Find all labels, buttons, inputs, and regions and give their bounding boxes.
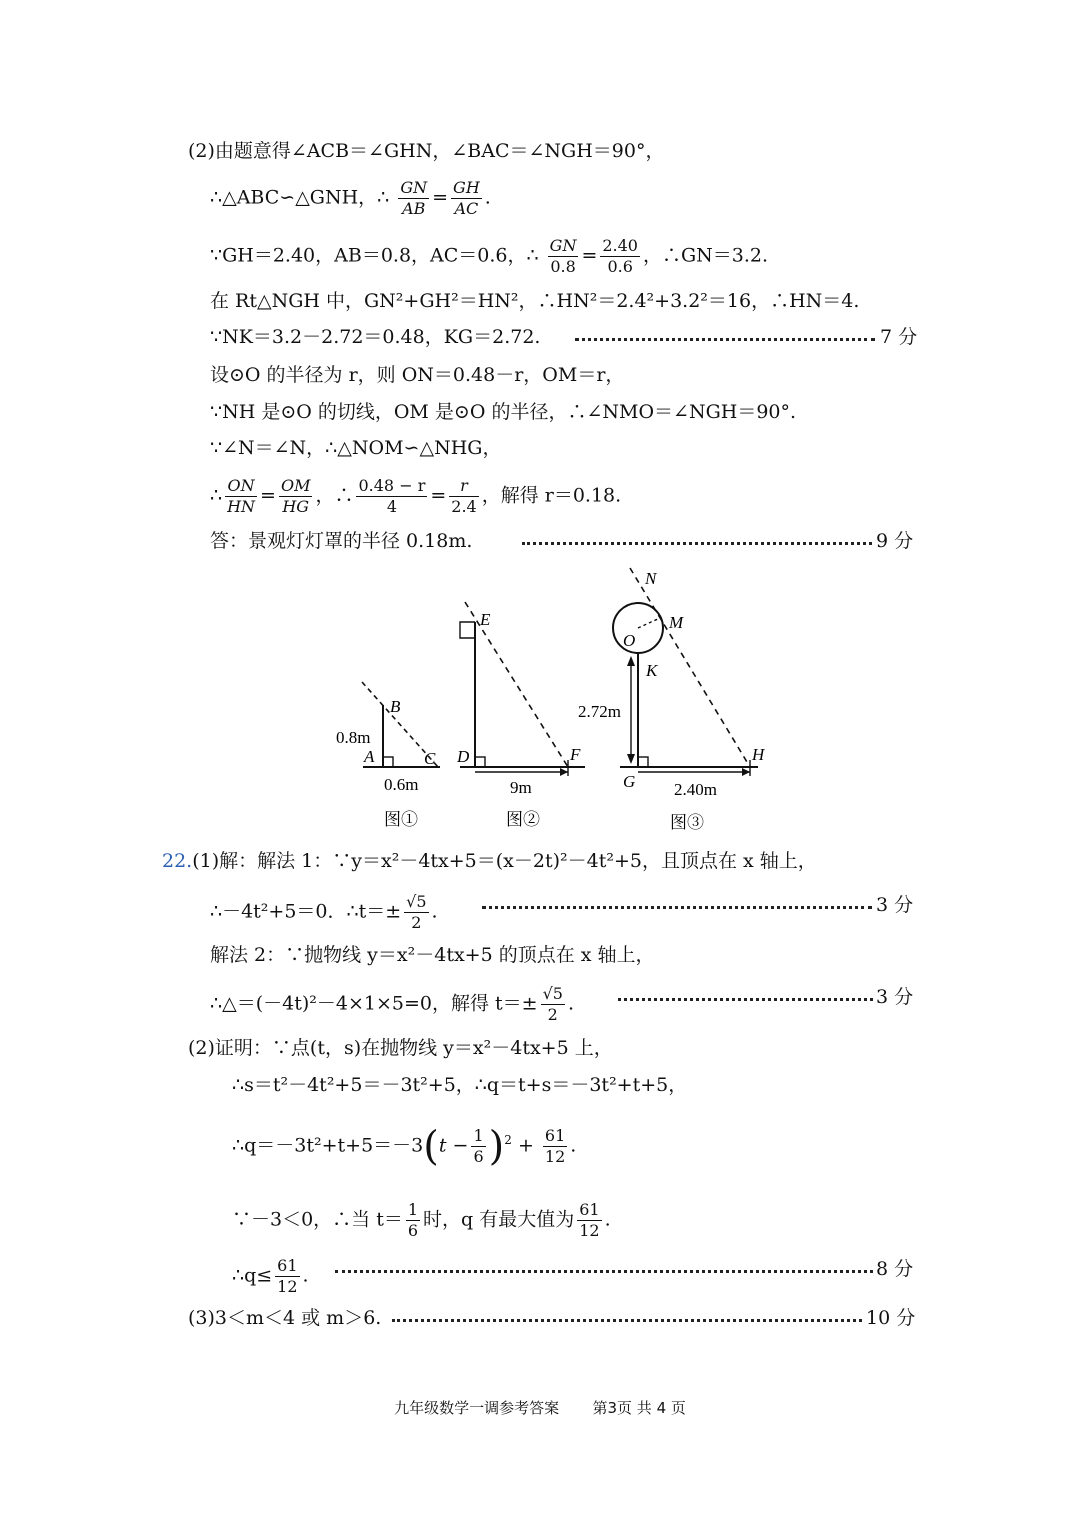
label-D: D [457, 747, 470, 766]
denominator: 6 [473, 1147, 484, 1166]
numerator: r [449, 476, 478, 497]
score-9: 9 分 [876, 530, 914, 552]
numerator: √5 [406, 892, 427, 911]
numerator: 0.48 − r [358, 476, 426, 495]
denominator: HG [282, 497, 310, 516]
fraction-61-12 [577, 1200, 601, 1241]
fraction-gn-08 [548, 236, 579, 277]
label-F: F [570, 745, 581, 764]
fraction-61-12 [275, 1256, 299, 1297]
denominator: 2 [547, 1005, 558, 1024]
q21-line-3-text: ∵GH＝2.40，AB＝0.8，AC＝0.6，∴ [210, 244, 539, 267]
fraction-sqrt5-2 [541, 984, 565, 1025]
q22-line-2: ∴－4t²+5＝0．∴t＝± $\frac{√5}{2}$ . [210, 892, 438, 932]
dotted-leader [335, 1270, 873, 1273]
q21-line-7: ∵NH 是⊙O 的切线，OM 是⊙O 的半径，∴∠NMO＝∠NGH＝90°. [210, 401, 797, 423]
label-O: O [623, 631, 636, 650]
denominator: 6 [407, 1221, 419, 1240]
denominator: 12 [579, 1221, 600, 1240]
fraction-61-12 [543, 1126, 567, 1167]
denominator: HN [227, 497, 256, 516]
q21-line-2: ∴△ABC∽△GNH，∴ $\frac{GN}{AB}$ = $\frac{GH}{AC}$ . [210, 178, 491, 218]
q22-line-9-text: ∴q≤ [232, 1264, 273, 1287]
q21-line-3-tail: ，∴GN＝3.2. [642, 244, 769, 267]
q22-line-9: ∴q≤ $\frac{61}{12}$ . [232, 1256, 309, 1296]
numerator: √5 [542, 984, 563, 1003]
q22-line-4-text: ∴△＝(－4t)²－4×1×5=0，解得 t＝± [210, 992, 538, 1015]
denominator: 12 [277, 1277, 298, 1296]
q22-line-8-mid: 时，q 有最大值为 [423, 1208, 575, 1231]
q21-line-9-tail: ，解得 r＝0.18. [481, 484, 622, 507]
fraction-gh-ac [451, 178, 482, 219]
denominator: 2.4 [451, 497, 477, 516]
fraction-048r-4 [356, 476, 427, 517]
page-footer [0, 1397, 1080, 1418]
denominator: 0.6 [607, 257, 633, 276]
q22-line-1-text: (1)解：解法 1：∵y＝x²－4tx+5＝(x－2t)²－4t²+5，且顶点在 x 轴上， [192, 850, 817, 872]
label-gh: 2.40m [674, 780, 717, 799]
label-E: E [480, 610, 491, 629]
score-10: 10 分 [866, 1307, 916, 1329]
denominator: AB [402, 199, 426, 218]
numerator: GN [400, 178, 428, 197]
label-N: N [645, 569, 657, 588]
q22-line-7-text: ∴q＝－3t²+t+5＝－3 [232, 1134, 424, 1157]
numerator: 1 [473, 1126, 484, 1145]
fraction-240-06 [600, 236, 640, 277]
q22-line-7-inner: t − [438, 1134, 469, 1157]
dotted-leader [575, 338, 875, 341]
denominator: 0.8 [550, 257, 576, 276]
dotted-leader [522, 542, 872, 545]
footer-page-number: 第3页 共 4 页 [592, 1399, 686, 1417]
denominator: 12 [544, 1147, 566, 1166]
label-C: C [424, 749, 436, 768]
caption-fig2: 图② [506, 810, 540, 829]
label-K: K [646, 661, 658, 680]
q22-number: 22. [162, 850, 193, 872]
q21-line-3: ∵GH＝2.40，AB＝0.8，AC＝0.6，∴ $\frac{GN}{0.8}$ = $\frac{2.40}{0.6}$ ，∴GN＝3.2. [210, 236, 769, 276]
fraction-on-hn [225, 476, 257, 517]
q21-line-4: 在 Rt△NGH 中，GN²+GH²＝HN²，∴HN²＝2.4²+3.2²＝16，∴HN＝4. [210, 290, 860, 312]
figure-2 [456, 602, 585, 829]
q22-line-8-text: ∵－3＜0，∴当 t＝ [232, 1208, 403, 1231]
q21-answer: 答：景观灯灯罩的半径 0.18m. [210, 530, 473, 552]
numerator: GH [453, 178, 480, 197]
denominator: 4 [386, 497, 397, 516]
numerator: GN [549, 236, 577, 255]
q22-line-10: (3)3＜m＜4 或 m＞6. [188, 1307, 382, 1329]
score-3b: 3 分 [876, 986, 914, 1008]
q21-line-2-text: ∴△ABC∽△GNH，∴ [210, 186, 390, 209]
q22-line-7: ∴q＝－3t²+t+5＝－3(t − $\frac{1}{6}$ )$^2$ + $\frac{61}{12}$ . [232, 1123, 577, 1170]
caption-fig3: 图③ [670, 813, 704, 832]
dotted-leader [482, 906, 872, 909]
fraction-1-6 [471, 1126, 485, 1167]
numerator: 2.40 [602, 236, 638, 255]
fraction-r-24 [449, 476, 478, 517]
numerator: ON [225, 476, 257, 497]
fraction-om-hg [279, 476, 313, 517]
paren-open: ( [423, 1123, 439, 1170]
q22-line-5: (2)证明：∵点(t，s)在抛物线 y＝x²－4tx+5 上， [188, 1037, 613, 1059]
label-ab: 0.8m [336, 728, 371, 747]
q21-line-8: ∵∠N＝∠N，∴△NOM∽△NHG， [210, 437, 502, 459]
label-M: M [669, 613, 684, 632]
footer-title: 九年级数学一调参考答案 [394, 1399, 560, 1417]
label-G: G [623, 772, 636, 791]
q22-line-4: ∴△＝(－4t)²－4×1×5=0，解得 t＝± $\frac{√5}{2}$ . [210, 984, 574, 1024]
q22-line-8: ∵－3＜0，∴当 t＝ $\frac{1}{6}$ 时，q 有最大值为 $\frac{61}{12}$ . [232, 1200, 611, 1240]
q21-line-6: 设⊙O 的半径为 r，则 ON＝0.48－r，OM＝r， [210, 364, 625, 386]
label-B: B [390, 697, 401, 716]
numerator: 1 [407, 1200, 419, 1219]
label-H: H [752, 745, 765, 764]
q21-line-5: ∵NK＝3.2－2.72＝0.48，KG＝2.72. [210, 326, 541, 348]
label-df: 9m [510, 778, 532, 797]
score-7: 7 分 [880, 326, 918, 348]
q21-line-9: ∴ $\frac{ON}{HN}$ = $\frac{OM}{HG}$ ，∴ $\frac{0.48 - r}{4}$ = $\frac{r}{2.4}$ ，解得 r＝0.18. [210, 476, 622, 516]
numerator: 61 [544, 1126, 566, 1145]
fraction-gn-ab [398, 178, 429, 219]
q22-line-3: 解法 2：∵抛物线 y＝x²－4tx+5 的顶点在 x 轴上， [210, 944, 655, 966]
fraction-1-6 [406, 1200, 420, 1241]
figure-3 [578, 568, 766, 832]
caption-fig1: 图① [384, 810, 418, 829]
numerator: 61 [277, 1256, 298, 1275]
numerator: OM [280, 476, 311, 495]
label-A: A [364, 747, 375, 766]
q22-line-2-text: ∴－4t²+5＝0．∴t＝± [210, 900, 402, 923]
figure-1 [336, 682, 440, 829]
score-8: 8 分 [876, 1258, 914, 1280]
denominator: AC [454, 199, 479, 218]
fraction-sqrt5-2 [404, 892, 428, 933]
dotted-leader [392, 1319, 862, 1322]
paren-close: ) [488, 1123, 505, 1170]
denominator: 2 [411, 913, 422, 932]
dotted-leader [618, 998, 873, 1001]
label-ac: 0.6m [384, 775, 419, 794]
numerator: 61 [579, 1200, 600, 1219]
q22-line-6: ∴s＝t²－4t²+5＝－3t²+5，∴q＝t+s＝－3t²+t+5， [232, 1074, 688, 1096]
geometry-figures [320, 560, 800, 835]
q22-line-1 [162, 848, 817, 874]
q21-line-1: (2)由题意得∠ACB＝∠GHN，∠BAC＝∠NGH＝90°， [188, 140, 665, 162]
score-3a: 3 分 [876, 894, 914, 916]
label-gk: 2.72m [578, 702, 621, 721]
